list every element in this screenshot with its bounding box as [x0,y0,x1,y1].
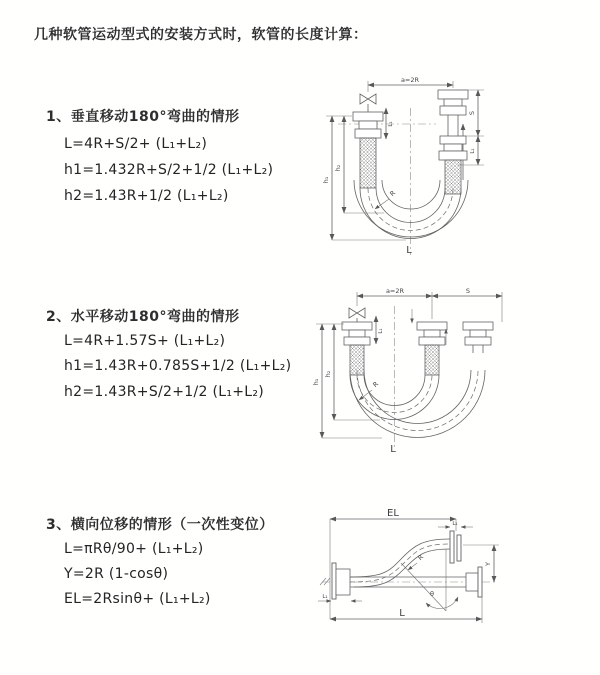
length-label: L [406,245,412,256]
left-fitting [342,322,372,375]
radius-callout [359,380,380,400]
section-2-formula-h2: h2=1.43R+S/2+1/2 (L₁+L₂) [64,384,265,400]
left-flange [332,563,350,599]
radius-callout [375,189,397,209]
section-1-heading: 1、垂直移动180°弯曲的情形 [46,109,240,125]
angle-label: θ [430,590,434,598]
page-title: 几种软管运动型式的安装方式时，软管的长度计算： [34,27,368,43]
dim-l1-left-label: L₁ [388,121,394,127]
left-hose-fitting [353,112,383,188]
dim-el-label: EL [387,508,399,519]
middle-fitting [417,322,447,375]
section-2-formula-L: L=4R+1.57S+ (L₁+L₂) [64,333,226,349]
dim-l1-bottom-label: L₁ [322,594,328,600]
section-3-formula-L: L=πRθ/90+ (L₁+L₂) [64,541,204,557]
angle-construction [401,549,458,611]
radius-callout [408,553,425,570]
length-label: L [390,444,396,455]
dim-l1-label: L₁ [378,328,384,334]
dim-l1-top-label: L₁ [452,521,458,527]
radius-label: R [388,188,398,198]
dim-l1-right-label: L₁ [470,148,476,154]
section-3-heading: 3、横向位移的情形（一次性变位） [46,517,274,533]
dimension-a2r [357,287,432,319]
dim-y-label: Y [484,562,492,566]
diagram-lateral-displacement [298,497,510,647]
dimension-el [330,508,456,619]
s-curve-hose [350,539,450,587]
dim-s-label: S [465,287,471,295]
diagram-vertical-bend [308,68,508,263]
radius-label: R [371,379,381,389]
right-moving-pipe [438,90,468,194]
length-label: L [399,608,405,619]
top-right-flange [450,531,461,563]
dim-a2r-label: a=2R [385,287,405,295]
section-3-formula-Y: Y=2R (1-cosθ) [64,566,169,582]
dimension-l1-left [386,108,394,139]
section-1-formula-h1: h1=1.432R+S/2+1/2 (L₁+L₂) [64,162,274,178]
section-1-formula-L: L=4R+S/2+ (L₁+L₂) [64,136,208,152]
dim-a2r-label: a=2R [400,76,420,84]
valve-icon [349,308,365,322]
diagram-horizontal-bend [300,282,512,462]
section-2-heading: 2、水平移动180°弯曲的情形 [46,309,240,325]
section-2-formula-h1: h1=1.43R+0.785S+1/2 (L₁+L₂) [64,358,292,374]
valve-icon [360,94,376,112]
dim-h2-label: h₂ [324,370,332,378]
dimension-l1 [376,316,384,344]
dimension-l1-top [438,521,473,527]
dim-h2-label: h₂ [334,164,342,172]
dim-s-label: S [468,110,476,116]
right-fitting-shifted [463,322,493,353]
section-3-formula-EL: EL=2Rsinθ+ (L₁+L₂) [64,591,211,607]
dim-h1-label: h₁ [322,176,330,184]
dimension-a2r [368,76,453,92]
dimension-s [432,287,502,322]
radius-label: R [416,552,426,562]
dim-h1-label: h₁ [312,378,320,386]
section-1-formula-h2: h2=1.43R+1/2 (L₁+L₂) [64,188,229,204]
